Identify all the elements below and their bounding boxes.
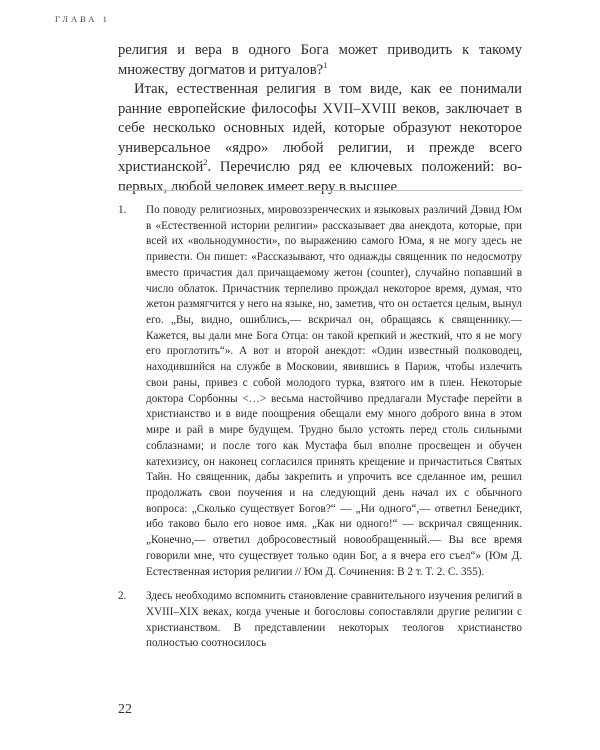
footnote-rule: [118, 190, 522, 191]
footnote-ref: 2: [203, 157, 208, 168]
footnote-number: 1.: [118, 204, 127, 216]
footnote-citation: (Юм Д. Естественная история религии // Юм Д. Сочинения: В 2 т. Т. 2. С. 355).: [146, 549, 523, 578]
paragraph-text: . Перечислю ряд ее ключевых положений: во-первых, любой человек имеет веру в высшее: [118, 159, 522, 195]
main-text: [118, 41, 522, 197]
paragraph-text: религия и вера в одного Бога может приводить к такому множеству догматов и ритуалов?: [118, 42, 522, 78]
footnote: [118, 203, 522, 580]
running-head: ГЛАВА 1: [55, 14, 110, 24]
page-number: 22: [118, 702, 132, 717]
paragraph-text: Итак, естественная религия в том виде, как ее понимали ранние европейские философы XVII–XVIII веков, заключает в себе несколько основных идей, которые образуют некоторое универсальное «ядро» любой религии, и прежде всего христианской: [118, 81, 522, 175]
footnote-number: 2.: [118, 590, 127, 603]
footnote-text: Здесь необходимо вспомнить становление сравнительного изучения религий в XVIII–XIX веках, когда ученые и богословы сопоставляли другие религии с христианством. В представлении некоторых теологов христианство полностью соотносилось: [146, 590, 522, 650]
footnote-ref: 1: [323, 59, 328, 70]
paragraph: [118, 41, 522, 80]
footnote-text: По поводу религиозных, мировоззренческих и языковых различий Дэвид Юм в «Естественной истории религии» рассказывает два анекдота, которые, при всей их «вольнодумности», по выражению самого Юма, я не могу здесь не привести. Он пишет: «Рассказывают, что однажды священник по недосмотру вместо причастия дал причащаемому жетон (counter), случайно попавший в число облаток. Причастник терпеливо прождал некоторое время, думая, что жетон размягчится у него на языке, но, заметив, что он остается целым, вынул его. „Вы, видно, ошиблись,— вскричал он, обращаясь к священнику.— Кажется, вы дали мне Бога Отца: он такой крепкий и жесткий, что я не могу его проглотить“». А вот и второй анекдот: «Один известный полководец, находившийся на службе в Московии, явившись в Париж, чтобы излечить свои раны, привез с собой молодого турка, взятого им в плен. Некоторые доктора Сорбонны <…> весьма настойчиво предлагали Мустафе перейти в христианство и в виде поощрения обещали ему много доброго вина в этом мире и рай в мире будущем. Трудно было устоять перед столь сильными соблазнами; и после того как Мустафа был вполне просвещен и обучен катехизису, он наконец согласился принять крещение и причаститься Святых Тайн. Но священник, дабы закрепить и упрочить все сделанное им, решил продолжать свои поучения и на следующий день начал их с обычного вопроса: „Сколько существует Богов?“ — „Ни одного“,— ответил Бенедикт, ибо таково было его новое имя. „Как ни одного!“ — вскричал священник. „Конечно,— ответил добросовестный новообращенный.— Вы все время говорили мне, что существует только один Бог, а я вчера его съел“»: [146, 204, 522, 562]
footnote: [118, 589, 522, 652]
footnotes: [118, 203, 522, 652]
paragraph: [118, 80, 522, 197]
